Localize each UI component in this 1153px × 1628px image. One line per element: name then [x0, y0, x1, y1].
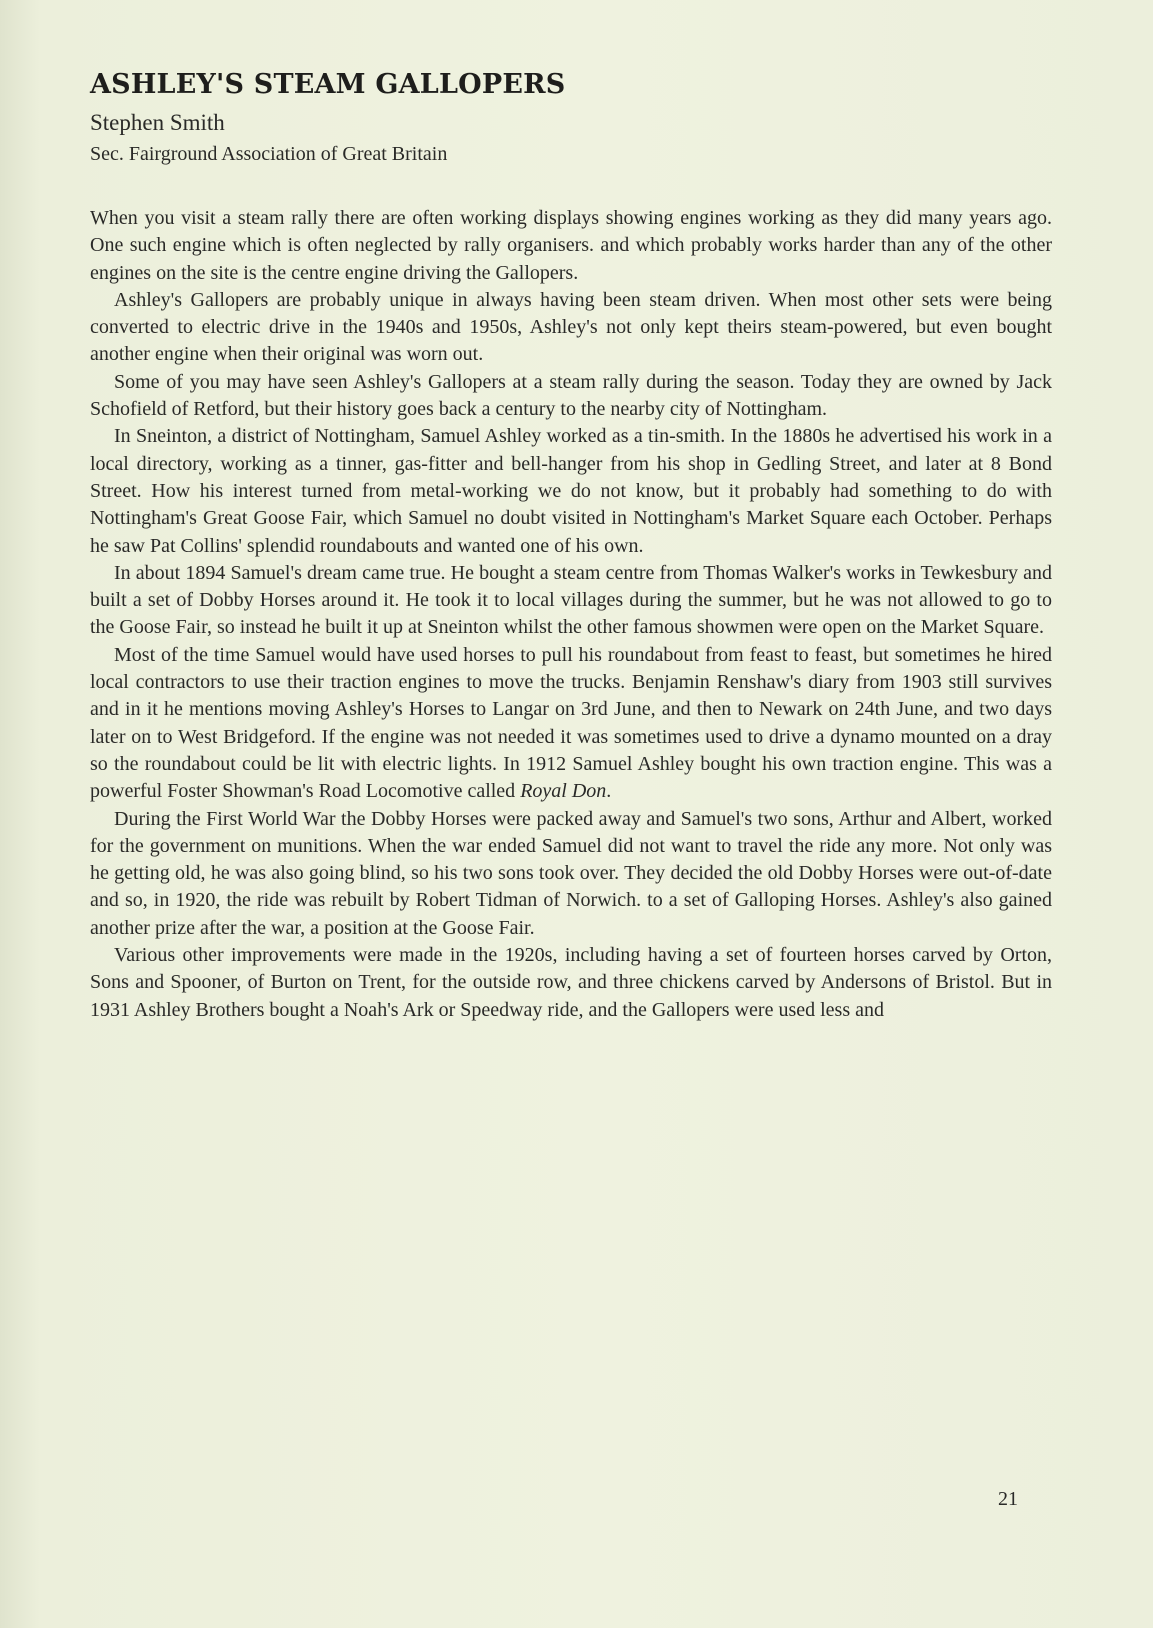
paragraph-6 [90, 642, 1052, 806]
engine-name-period: . [606, 780, 612, 803]
paragraph-5: In about 1894 Samuel's dream came true. He bought a steam centre from Thomas Walker's works in Tewkesbury and built a set of Dobby Horses around it. He took it to local villages during the summer, but he was not allowed to go to the Goose Fair, so instead he built it up at Sneinton whilst the other famous showmen were open on the Market Square. [90, 561, 1052, 639]
author-affiliation: Sec. Fairground Association of Great Britain [90, 143, 448, 165]
paragraph-6-text: Most of the time Samuel would have used horses to pull his roundabout from feast to feast, but sometimes he hired local contractors to use their traction engines to move the trucks. Benjamin Renshaw's diary from 1903 still survives and in it he mentions moving Ashley's Horses to Langar on 3rd June, and then to Newark on 24th June, and two days later on to West Bridgeford. If the engine was not needed it was sometimes used to drive a dynamo mounted on a dray so the roundabout could be lit with electric lights. In 1912 Samuel Ashley bought his own traction engine. This was a powerful Foster Showman's Road Locomotive called [90, 643, 1052, 803]
article-author: Stephen Smith [90, 110, 225, 135]
page-number: 21 [998, 1488, 1018, 1510]
paragraph-4: In Sneinton, a district of Nottingham, Samuel Ashley worked as a tin-smith. In the 1880s he advertised his work in a local directory, working as a tinner, gas-fitter and bell-hanger from his shop in Gedling Street, and later at 8 Bond Street. How his interest turned from metal-working we do not know, but it probably had something to do with Nottingham's Great Goose Fair, which Samuel no doubt visited in Nottingham's Market Square each October. Perhaps he saw Pat Collins' splendid roundabouts and wanted one of his own. [90, 425, 1052, 557]
engine-name: Royal Don [520, 780, 607, 803]
article-header [90, 68, 1060, 168]
paragraph-1: When you visit a steam rally there are often working displays showing engines working as they did many years ago. One such engine which is often neglected by rally organisers. and which probably works harder than any of the other engines on the site is the centre engine driving the Gallopers. [90, 207, 1052, 284]
article-body [90, 205, 1052, 1024]
article-title: ASHLEY'S STEAM GALLOPERS [90, 69, 566, 100]
paragraph-3: Some of you may have seen Ashley's Gallopers at a steam rally during the season. Today they are owned by Jack Schofield of Retford, but their history goes back a century to the nearby city of Nottingham. [90, 370, 1052, 421]
paragraph-8: Various other improvements were made in the 1920s, including having a set of fourteen horses carved by Orton, Sons and Spooner, of Burton on Trent, for the outside row, and three chickens carved by Andersons of Bristol. But in 1931 Ashley Brothers bought a Noah's Ark or Speedway ride, and the Gallopers were used less and [90, 944, 1052, 1021]
paragraph-7: During the First World War the Dobby Horses were packed away and Samuel's two sons, Arthur and Albert, worked for the government on munitions. When the war ended Samuel did not want to travel the ride any more. Not only was he getting old, he was also going blind, so his two sons took over. They decided the old Dobby Horses were out-of-date and so, in 1920, the ride was rebuilt by Robert Tidman of Norwich. to a set of Galloping Horses. Ashley's also gained another prize after the war, a position at the Goose Fair. [90, 807, 1052, 939]
paragraph-2: Ashley's Gallopers are probably unique in always having been steam driven. When most other sets were being converted to electric drive in the 1940s and 1950s, Ashley's not only kept theirs steam-powered, but even bought another engine when their original was worn out. [90, 288, 1052, 366]
